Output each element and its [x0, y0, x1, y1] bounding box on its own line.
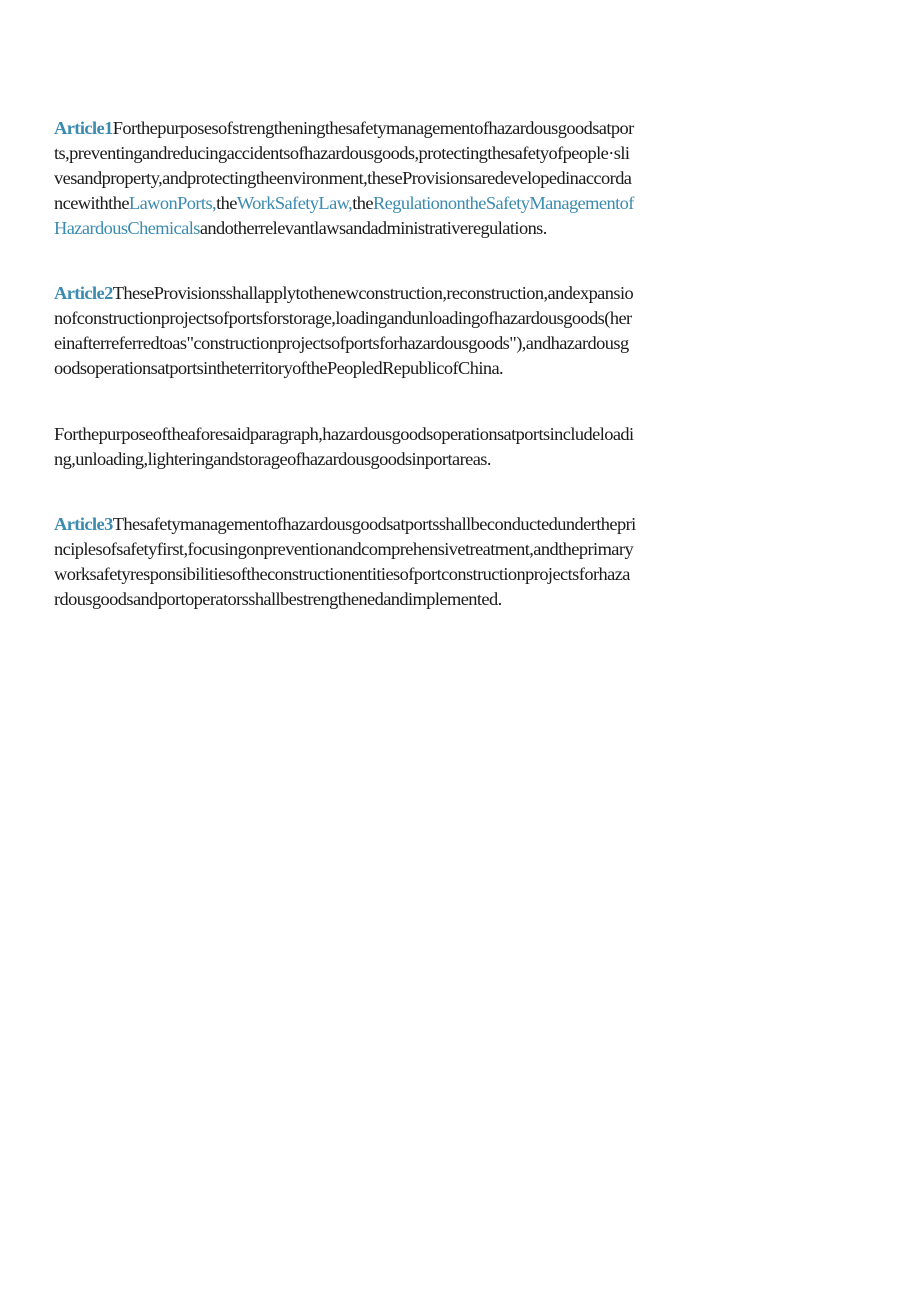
article-1-text: the — [216, 193, 237, 213]
article-3-line-4: rdousgoodsandportoperatorsshallbestrengthenedandimplemented. — [54, 589, 502, 609]
article-3 — [54, 512, 794, 612]
article-1-line-2: ts,preventingandreducingaccidentsofhazardousgoods,protectingthesafetyofpeople·sli — [54, 143, 630, 163]
article-1-text: andotherrelevantlawsandadministrativeregulations. — [199, 218, 547, 238]
article-3-text: Thesafetymanagementofhazardousgoodsatportsshallbeconductedunderthepri — [112, 514, 636, 534]
article-2-line-4: oodsoperationsatportsintheterritoryofthePeopledRepublicofChina. — [54, 358, 504, 378]
article-2-line-1 — [54, 281, 794, 306]
article-1-line-4 — [54, 191, 794, 216]
article-3-line-2: nciplesofsafetyfirst,focusingonpreventionandcomprehensivetreatment,andtheprimary — [54, 539, 634, 559]
article-1-text: ncewiththe — [54, 193, 129, 213]
article-1-label: Article1 — [54, 118, 113, 138]
article-1-text: Forthepurposesofstrengtheningthesafetymanagementofhazardousgoodsatpor — [112, 118, 634, 138]
article-1-line-5 — [54, 216, 794, 241]
article-1-line-3: vesandproperty,andprotectingtheenvironment,theseProvisionsaredevelopedinaccorda — [54, 168, 632, 188]
article-3-line-1 — [54, 512, 794, 537]
article-1-text: the — [352, 193, 373, 213]
paragraph-line-1: Forthepurposeoftheaforesaidparagraph,hazardousgoodsoperationsatportsincludeloadi — [54, 424, 634, 444]
article-1-line-1 — [54, 116, 794, 141]
paragraph-line-2: ng,unloading,lighteringandstorageofhazardousgoodsinportareas. — [54, 449, 491, 469]
article-2-label: Article2 — [54, 283, 113, 303]
article-3-line-3: worksafetyresponsibilitiesoftheconstructionentitiesofportconstructionprojectsforhaza — [54, 564, 630, 584]
document-page — [54, 116, 794, 652]
article-2 — [54, 281, 794, 381]
regulation-link-part-2[interactable]: HazardousChemicals — [54, 218, 200, 238]
article-2-line-2: nofconstructionprojectsofportsforstorage,loadingandunloadingofhazardousgoods(her — [54, 308, 632, 328]
article-3-label: Article3 — [54, 514, 113, 534]
regulation-link-part-1[interactable]: RegulationontheSafetyManagementof — [372, 193, 634, 213]
article-2-line-3: einafterreferredtoas"constructionprojectsofportsforhazardousgoods"),andhazardousg — [54, 333, 629, 353]
law-on-ports-link[interactable]: LawonPorts, — [128, 193, 217, 213]
article-2-text: TheseProvisionsshallapplytothenewconstruction,reconstruction,andexpansio — [112, 283, 634, 303]
article-2-paragraph-2 — [54, 422, 794, 472]
work-safety-law-link[interactable]: WorkSafetyLaw, — [236, 193, 353, 213]
article-1 — [54, 116, 794, 241]
